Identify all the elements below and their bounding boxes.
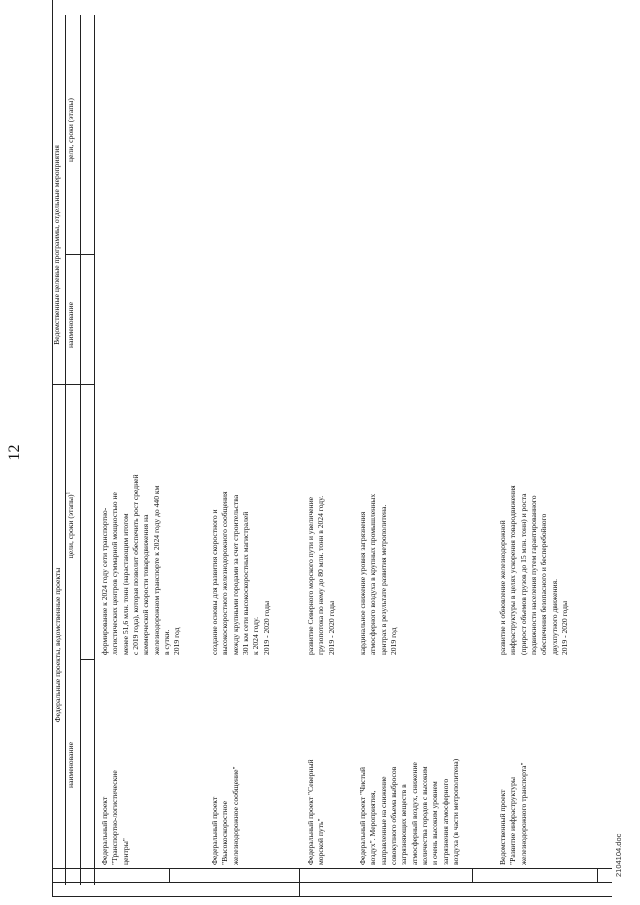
row-goals: развитие и обновление железнодорожной инфраструктуры в целях ускорения товародвижения (прирост объемов грузов до 15 млн. тонн) и роста подвижности населения путем гарантированного обеспечения безопасного и бесперебойного двухпутного движения. 2019 - 2020 годы: [498, 485, 569, 655]
row-name: Федеральный проект "Северный морской путь": [306, 759, 326, 865]
header-rule: [94, 15, 95, 885]
row-name: Федеральный проект "Транспортно-логистические центры": [100, 770, 130, 865]
row-goals: создание основы для развития скоростного и высокоскоростного железнодорожного сообщения между крупными городами за счет строительства 301 км сети высокоскоростных магистралей к 2024 году. 2019 - 2020 годы: [210, 491, 271, 655]
table-body: [100, 0, 600, 905]
header-rule: [80, 15, 81, 885]
header-rule: [80, 659, 94, 660]
dept-name-header: наименование: [66, 302, 75, 348]
row-goals: формирование к 2024 году сети транспортно- логистических центров суммарной мощностью не менее 51,6 млн. тонн (нарастающим итогом с 2019 года), которая позволит обеспечить рост средней коммерческой скорости товародвижения на железнодорожном транспорте к 2024 году до 440 км в сутки. 2019 год: [100, 474, 182, 655]
footer-doc-name: 2104104.doc: [614, 833, 623, 877]
federal-name-header: наименование: [66, 742, 75, 788]
federal-group-header: Федеральные проекты, ведомственные проекты: [53, 567, 62, 723]
row-name: Федеральный проект "Высокоскоростное железнодорожное сообщение": [210, 766, 240, 865]
header-rule: [65, 15, 66, 885]
row-name: Федеральный проект "Чистый воздух". Мероприятия, направленные на снижение совокупного объема выбросов загрязняющих веществ в атмосферный воздух, снижение количества городов с высоким и очень высоким уровнем загрязнения атмосферного воздуха (в части метрополитена): [358, 758, 460, 865]
row-goals: развитие Северного морского пути и увеличение грузопотока по нему до 80 млн. тонн в 2024 году. 2019 - 2020 годы: [306, 495, 336, 655]
table-row: [100, 385, 210, 905]
dept-goals-header: цели, сроки (этапы): [66, 98, 75, 162]
row-goals: кардинальное снижение уровня загрязнения атмосферного воздуха в крупных промышленных центрах в результате развития метрополитена. 2019 год: [358, 493, 398, 655]
table-row: [358, 385, 498, 905]
header-band-groups: [52, 0, 66, 905]
dept-group-header: Ведомственные целевые программы, отдельные мероприятия: [52, 145, 61, 345]
header-band-columns: [66, 0, 80, 905]
header-rule: [66, 254, 94, 255]
table-row: [210, 385, 306, 905]
page-number: 12: [6, 444, 23, 461]
row-name: Ведомственный проект "Развитие инфраструктуры железнодорожного транспорта": [498, 762, 528, 865]
table-row: [498, 385, 598, 905]
header-rule: [52, 384, 94, 385]
federal-goals-header: цели, сроки (этапы)$^1$: [65, 491, 75, 559]
table-row: [306, 385, 356, 905]
